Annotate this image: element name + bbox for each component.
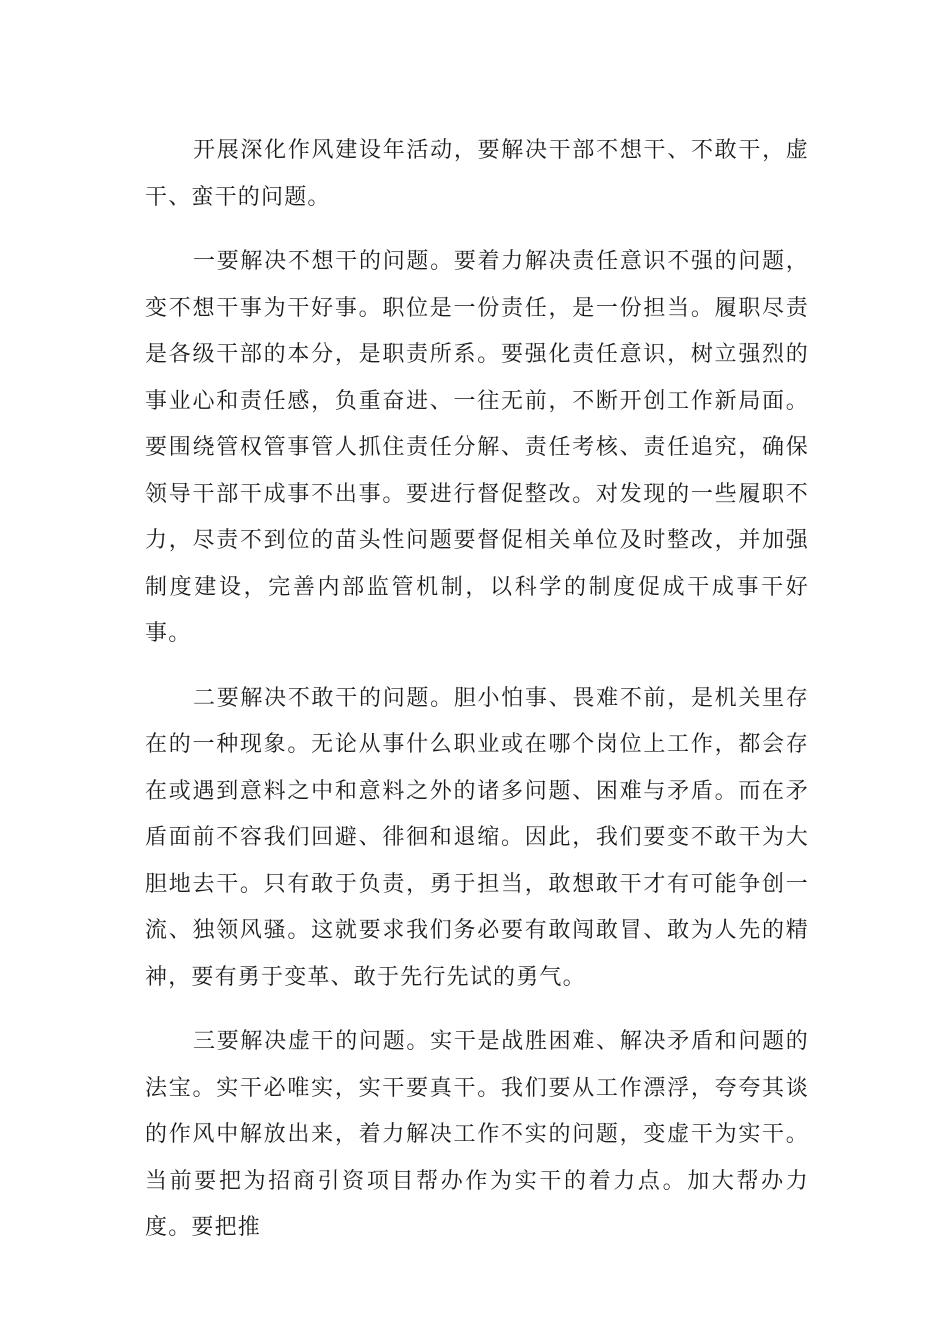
document-body	[145, 128, 809, 1270]
paragraph-third-point: 三要解决虚干的问题。实干是战胜困难、解决矛盾和问题的法宝。实干必唯实，实干要真干。我们要从工作漂浮，夸夸其谈的作风中解放出来，着力解决工作不实的问题，变虚干为实干。当前要把为招商引资项目帮办作为实干的着力点。加大帮办力度。要把推	[145, 1029, 809, 1240]
paragraph-first-point: 一要解决不想干的问题。要着力解决责任意识不强的问题，变不想干事为干好事。职位是一份责任，是一份担当。履职尽责是各级干部的本分，是职责所系。要强化责任意识，树立强烈的事业心和责任感，负重奋进、一往无前，不断开创工作新局面。要围绕管权管事管人抓住责任分解、责任考核、责任追究，确保领导干部干成事不出事。要进行督促整改。对发现的一些履职不力，尽责不到位的苗头性问题要督促相关单位及时整改，并加强制度建设，完善内部监管机制，以科学的制度促成干成事干好事。	[145, 249, 809, 646]
paragraph-second-point: 二要解决不敢干的问题。胆小怕事、畏难不前，是机关里存在的一种现象。无论从事什么职业或在哪个岗位上工作，都会存在或遇到意料之中和意料之外的诸多问题、困难与矛盾。而在矛盾面前不容我们回避、徘徊和退缩。因此，我们要变不敢干为大胆地去干。只有敢于负责，勇于担当，敢想敢干才有可能争创一流、独领风骚。这就要求我们务必要有敢闯敢冒、敢为人先的精神，要有勇于变革、敢于先行先试的勇气。	[145, 685, 809, 990]
paragraph-intro: 开展深化作风建设年活动，要解决干部不想干、不敢干，虚干、蛮干的问题。	[145, 138, 809, 210]
